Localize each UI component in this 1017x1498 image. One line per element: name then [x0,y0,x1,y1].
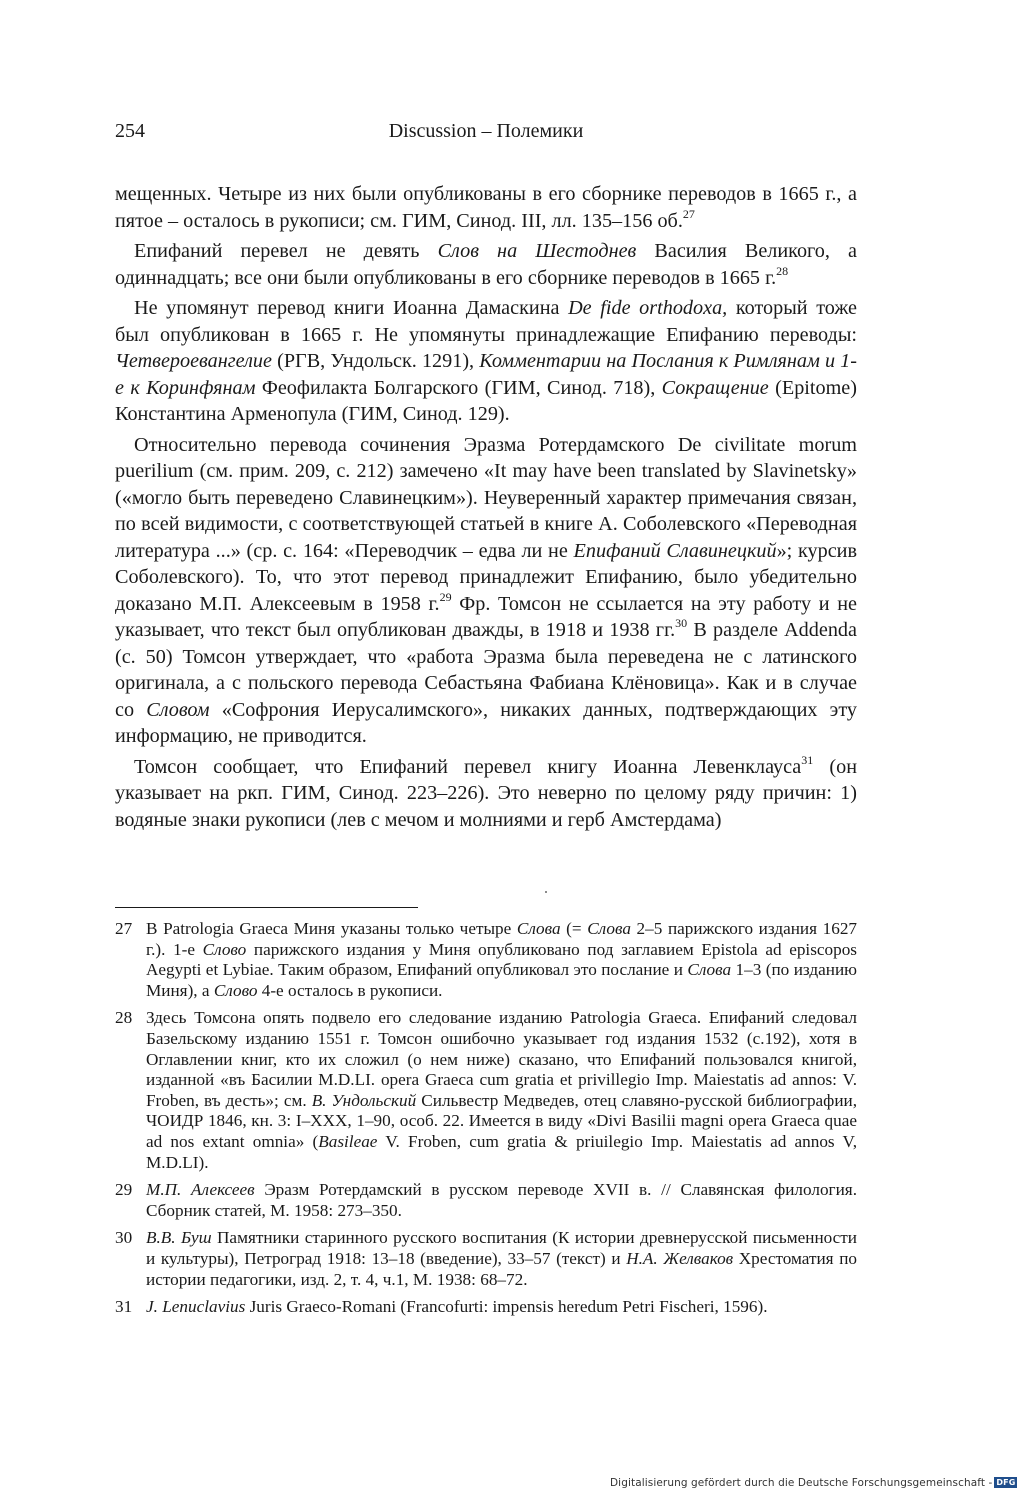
text-run: (РГВ, Ундольск. 1291), [271,350,480,372]
text-run: Хрестоматия по истории педагогики, изд. 2, т. 4, ч.1, М. 1938: 68–72. [146,1248,857,1289]
footnote-number: 30 [115,1228,133,1248]
footnote-number: 28 [115,1008,133,1028]
italic-run: Комментарии на Послания к Римлянам и 1-е к Коринфянам [115,350,857,399]
footnote-28 [115,1008,857,1173]
paragraph [115,238,857,291]
italic-run: М.П. Алексеев [146,1180,255,1200]
dfg-watermark-text: Digitalisierung gefördert durch die Deutsche Forschungsgemeinschaft - [610,1477,993,1489]
text-run: »; курсив Соболевского). То, что этот перевод принадлежит Епифанию, было убедительно доказано М.П. Алексеевым в 1958 г. [115,539,857,615]
italic-run: Слово [202,939,247,959]
text-run: 1–3 (по изданию Миня), а [146,960,857,1000]
footnote-ref: 30 [675,616,688,630]
page-number: 254 [115,120,145,142]
italic-run: J. Lenuclavius [146,1297,246,1317]
text-run: (Epitome) Константина Арменопула (ГИМ, Синод. 129). [115,376,857,425]
dfg-watermark [610,1477,1017,1489]
italic-run: Слов на Шестоднев [437,240,637,262]
text-run: В Patrologia Graeca Миня указаны только четыре [146,919,517,938]
text-run: 4-е осталось в рукописи. [257,980,443,1000]
text-run: (он указывает на ркп. ГИМ, Синод. 223–226). Это неверно по целому ряду причин: 1) водяные знаки рукописи (лев с мечом и молниями и герб Амстердама) [115,755,857,831]
dfg-logo-icon: DFG [996,1478,1016,1487]
footnotes [115,919,857,1325]
italic-run: Basileae [318,1131,378,1151]
text-run: Эразм Ротердамский в русском переводе XVII в. // Славянская филология. Сборник статей, М. 1958: 273–350. [146,1180,857,1220]
text-run: Не упомянут перевод книги Иоанна Дамаскина [134,297,569,319]
text-run: (= [560,919,588,938]
running-title: Discussion – Полемики [388,120,584,142]
text-run: Памятники старинного русского воспитания (К истории древнерусской письменности и культуры), Петроград 1918: 13–18 (введение), 33–57 (текст) и [146,1228,858,1268]
page-header [115,112,857,152]
footnote-text [146,1180,857,1221]
footnote-number: 31 [115,1297,133,1317]
italic-run: В. Ундольский [311,1090,417,1110]
footnote-29 [115,1180,857,1221]
italic-run: Н.А. Желваков [626,1248,734,1268]
text-run: Епифаний перевел не девять [134,240,438,262]
text-run: Juris Graeco-Romani (Francofurti: impensis heredum Petri Fischeri, 1596). [245,1297,768,1317]
footnote-number: 29 [115,1180,133,1200]
text-run: Фр. Томсон не ссылается на эту работу и не указывает, что текст был опубликован дважды, в 1918 и 1938 гг. [115,592,858,641]
text-run: мещенных. Четыре из них были опубликованы в его сборнике переводов в 1665 г., а пятое – осталось в рукописи; см. ГИМ, Синод. III, лл. 135–156 об. [115,183,857,232]
text-run: который тоже был опубликован в 1665 г. Не упомянуты принадлежащие Епифанию переводы: [115,297,857,346]
italic-run: Слова [516,919,561,938]
italic-run: Слова [587,919,631,938]
text-run: Относительно перевода сочинения Эразма Ротердамского De civilitate morum puerilium (см. прим. 209, с. 212) замечено «It may have been translated by Slavinetsky» («могло быть переведено Славинецким»). Неуверенный характер примечания связан, по всей видимости, с соответствующей статьей в книге А. Соболевского «Переводная литература ...» (ср. с. 164: «Переводчик – едва ли не [115,433,857,562]
footnote-30 [115,1228,857,1290]
paragraph [115,181,857,234]
italic-run: Слова [687,960,732,980]
italic-run: Епифаний Славинецкий [573,539,777,562]
footnote-text [146,1228,857,1290]
body-text [115,181,857,833]
italic-run: Слово [213,980,258,1000]
italic-run: De fide orthodoxa, [568,297,728,319]
italic-run: Словом [146,698,210,721]
footnote-text [146,1008,857,1173]
paragraph [115,754,857,834]
footnote-rule [115,907,418,908]
footnote-ref: 31 [801,752,814,767]
footnote-ref: 27 [682,206,695,221]
footnote-ref: 29 [439,589,452,604]
text-run: В разделе Addenda (с. 50) Томсон утверждает, что «работа Эразма была переведена не с латинского оригинала, а с польского перевода Себастьяна Фабиана Клёновица». Как и в случае со [115,619,857,721]
footnote-text [146,1297,857,1318]
paragraph [115,295,857,428]
text-run: Василия Великого, а одиннадцать; все они были опубликованы в его сборнике переводов в 1665 г. [115,240,858,289]
paragraph [115,432,857,750]
footnote-31 [115,1297,857,1318]
footnote-ref: 28 [776,263,789,278]
page [115,112,857,837]
footnote-text [146,919,857,1001]
text-run: Феофилакта Болгарского (ГИМ, Синод. 718), [255,376,662,399]
text-run: V. Froben, cum gratia & priuilegio Imp. Maiestatis ad annos V, M.D.LI). [146,1131,857,1172]
footnote-number: 27 [115,919,133,938]
italic-run: Сокращение [661,376,769,399]
text-run: «Софрония Иерусалимского», никаких данных, подтверждающих эту информацию, не приводится. [115,698,858,747]
text-run: парижского издания у Миня опубликовано под заглавием Epistola ad episcopos Aegypti et Lybiae. Таким образом, Епифаний опубликовал это послание и [146,939,857,980]
text-run: Сильвестр Медведев, отец славяно-русской библиографии, ЧОИДР 1846, кн. 3: I–XXX, 1–90, особ. 22. Имеется в виду «Divi Basilii magni opera Graeca quae ad nos extant omnia» ( [146,1090,858,1151]
text-run: 2–5 парижского издания 1627 г.). 1-е [146,919,858,959]
footnote-27 [115,919,857,1001]
scan-speck [545,891,547,893]
italic-run: Четвероевангелие [115,350,272,372]
italic-run: В.В. Буш [146,1228,212,1248]
text-run: Томсон сообщает, что Епифаний перевел книгу Иоанна Левенклауса [134,755,802,778]
text-run: Здесь Томсона опять подвело его следование изданию Patrologia Graeca. Епифаний следовал Базельскому изданию 1551 г. Томсон ошибочно указывает год издания 1532 (с.192), хотя в Оглавлении книг, кто их сложил (о нем ниже) сказано, что Епифаний пользовался книгой, изданной «въ Басилии M.D.LI. opera Graeca cum gratia et privillegio Imp. Maiestatis ad annos: V. Froben, въ десть»; см. [146,1008,857,1110]
